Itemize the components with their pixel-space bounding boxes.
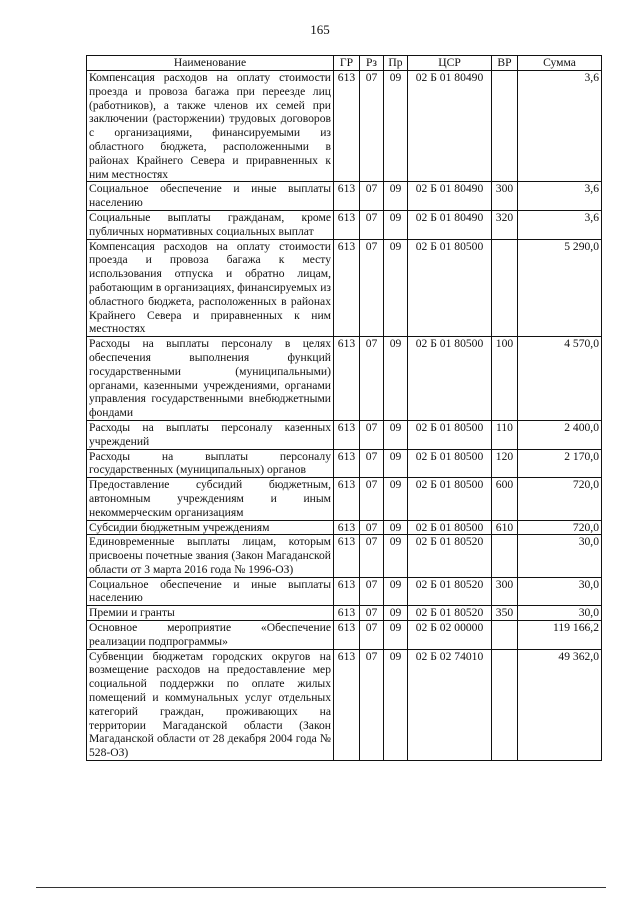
- table-row: [87, 420, 602, 449]
- row-name: Социальное обеспечение и иные выплаты населению: [87, 577, 334, 606]
- row-name: Субсидии бюджетным учреждениям: [87, 520, 334, 535]
- header-vr: ВР: [492, 56, 518, 71]
- row-name: Субвенции бюджетам городских округов на возмещение расходов на предоставление мер социальной поддержки по оплате жилых помещений и коммунальных услуг отдельных категорий граждан, проживающих на территории Магаданской области (Закон Магаданской области от 28 декабря 2004 года № 528-ОЗ): [87, 649, 334, 760]
- row-sum: 119 166,2: [518, 621, 602, 650]
- row-sum: 3,6: [518, 210, 602, 239]
- table-body: [87, 71, 602, 761]
- row-pr: 09: [384, 71, 408, 182]
- table-row: [87, 577, 602, 606]
- row-csr: 02 Б 01 80490: [408, 182, 492, 211]
- table-row: [87, 182, 602, 211]
- row-sum: 720,0: [518, 478, 602, 520]
- table-row: [87, 478, 602, 520]
- table-row: [87, 239, 602, 337]
- row-sum: 30,0: [518, 606, 602, 621]
- row-gr: 613: [334, 71, 360, 182]
- row-sum: 30,0: [518, 577, 602, 606]
- row-pr: 09: [384, 577, 408, 606]
- row-pr: 09: [384, 449, 408, 478]
- row-csr: 02 Б 01 80520: [408, 535, 492, 577]
- row-sum: 30,0: [518, 535, 602, 577]
- row-csr: 02 Б 01 80500: [408, 520, 492, 535]
- table-row: [87, 210, 602, 239]
- table-row: [87, 449, 602, 478]
- row-vr: 350: [492, 606, 518, 621]
- row-pr: 09: [384, 520, 408, 535]
- row-vr: [492, 535, 518, 577]
- row-gr: 613: [334, 182, 360, 211]
- row-csr: 02 Б 01 80500: [408, 478, 492, 520]
- row-rz: 07: [360, 420, 384, 449]
- row-csr: 02 Б 01 80500: [408, 239, 492, 337]
- table-row: [87, 71, 602, 182]
- header-rz: Рз: [360, 56, 384, 71]
- row-rz: 07: [360, 535, 384, 577]
- row-gr: 613: [334, 606, 360, 621]
- row-vr: 300: [492, 577, 518, 606]
- row-gr: 613: [334, 577, 360, 606]
- row-pr: 09: [384, 606, 408, 621]
- row-vr: [492, 71, 518, 182]
- row-vr: [492, 239, 518, 337]
- row-name: Компенсация расходов на оплату стоимости проезда и провоза багажа при переезде лиц (работников), а также членов их семей при заключении (расторжении) трудовых договоров с организациями, финансируемыми из областного бюджета, расположенными в районах Крайнего Севера и приравненных к ним местностях: [87, 71, 334, 182]
- row-csr: 02 Б 02 74010: [408, 649, 492, 760]
- header-sum: Сумма: [518, 56, 602, 71]
- table-header: [87, 56, 602, 71]
- row-vr: 120: [492, 449, 518, 478]
- table-row: [87, 535, 602, 577]
- table-row: [87, 606, 602, 621]
- row-rz: 07: [360, 239, 384, 337]
- row-pr: 09: [384, 535, 408, 577]
- row-name: Премии и гранты: [87, 606, 334, 621]
- row-vr: 600: [492, 478, 518, 520]
- row-sum: 3,6: [518, 182, 602, 211]
- row-name: Предоставление субсидий бюджетным, автономным учреждениям и иным некоммерческим организациям: [87, 478, 334, 520]
- row-vr: [492, 621, 518, 650]
- row-csr: 02 Б 01 80520: [408, 606, 492, 621]
- row-name: Расходы на выплаты персоналу в целях обеспечения выполнения функций государственными (муниципальными) органами, казенными учреждениями, органами управления государственными внебюджетными фондами: [87, 337, 334, 421]
- table-row: [87, 621, 602, 650]
- table-row: [87, 649, 602, 760]
- row-rz: 07: [360, 621, 384, 650]
- table-row: [87, 337, 602, 421]
- row-sum: 3,6: [518, 71, 602, 182]
- header-name: Наименование: [87, 56, 334, 71]
- row-rz: 07: [360, 520, 384, 535]
- page-number: 165: [310, 22, 330, 37]
- row-pr: 09: [384, 420, 408, 449]
- header-csr: ЦСР: [408, 56, 492, 71]
- row-gr: 613: [334, 520, 360, 535]
- row-gr: 613: [334, 649, 360, 760]
- table-row: [87, 520, 602, 535]
- row-rz: 07: [360, 71, 384, 182]
- row-pr: 09: [384, 182, 408, 211]
- row-name: Расходы на выплаты персоналу государственных (муниципальных) органов: [87, 449, 334, 478]
- row-rz: 07: [360, 449, 384, 478]
- row-pr: 09: [384, 337, 408, 421]
- row-csr: 02 Б 01 80490: [408, 210, 492, 239]
- row-name: Расходы на выплаты персоналу казенных учреждений: [87, 420, 334, 449]
- row-csr: 02 Б 01 80520: [408, 577, 492, 606]
- row-name: Основное мероприятие «Обеспечение реализации подпрограммы»: [87, 621, 334, 650]
- row-rz: 07: [360, 182, 384, 211]
- row-pr: 09: [384, 621, 408, 650]
- row-pr: 09: [384, 210, 408, 239]
- row-gr: 613: [334, 535, 360, 577]
- row-rz: 07: [360, 210, 384, 239]
- row-vr: 610: [492, 520, 518, 535]
- row-vr: 320: [492, 210, 518, 239]
- row-sum: 2 170,0: [518, 449, 602, 478]
- row-csr: 02 Б 01 80500: [408, 337, 492, 421]
- row-name: Социальные выплаты гражданам, кроме публичных нормативных социальных выплат: [87, 210, 334, 239]
- row-csr: 02 Б 01 80500: [408, 449, 492, 478]
- row-sum: 2 400,0: [518, 420, 602, 449]
- row-csr: 02 Б 01 80490: [408, 71, 492, 182]
- row-rz: 07: [360, 337, 384, 421]
- row-csr: 02 Б 01 80500: [408, 420, 492, 449]
- row-vr: 110: [492, 420, 518, 449]
- row-gr: 613: [334, 420, 360, 449]
- row-gr: 613: [334, 239, 360, 337]
- row-pr: 09: [384, 239, 408, 337]
- row-rz: 07: [360, 577, 384, 606]
- row-gr: 613: [334, 621, 360, 650]
- row-sum: 4 570,0: [518, 337, 602, 421]
- row-rz: 07: [360, 606, 384, 621]
- header-gr: ГР: [334, 56, 360, 71]
- row-gr: 613: [334, 337, 360, 421]
- row-csr: 02 Б 02 00000: [408, 621, 492, 650]
- row-rz: 07: [360, 649, 384, 760]
- row-name: Компенсация расходов на оплату стоимости проезда и провоза багажа к месту использования отпуска и обратно лицам, работающим в организациях, финансируемых из областного бюджета, расположенных в районах Крайнего Севера и приравненных к ним местностях: [87, 239, 334, 337]
- row-name: Социальное обеспечение и иные выплаты населению: [87, 182, 334, 211]
- row-pr: 09: [384, 649, 408, 760]
- row-sum: 720,0: [518, 520, 602, 535]
- row-sum: 5 290,0: [518, 239, 602, 337]
- row-gr: 613: [334, 210, 360, 239]
- row-vr: [492, 649, 518, 760]
- row-vr: 300: [492, 182, 518, 211]
- row-pr: 09: [384, 478, 408, 520]
- row-gr: 613: [334, 449, 360, 478]
- row-name: Единовременные выплаты лицам, которым присвоены почетные звания (Закон Магаданской области от 3 марта 2016 года № 1996-ОЗ): [87, 535, 334, 577]
- bottom-divider: [36, 887, 606, 888]
- row-sum: 49 362,0: [518, 649, 602, 760]
- row-rz: 07: [360, 478, 384, 520]
- header-pr: Пр: [384, 56, 408, 71]
- budget-table: [86, 55, 602, 761]
- row-gr: 613: [334, 478, 360, 520]
- row-vr: 100: [492, 337, 518, 421]
